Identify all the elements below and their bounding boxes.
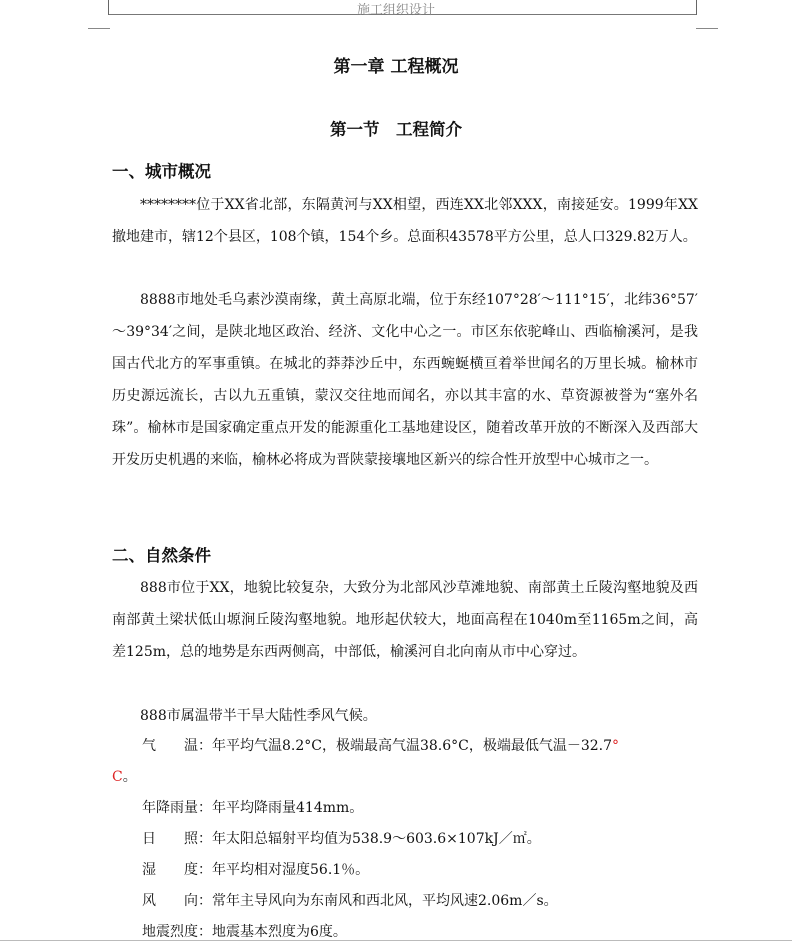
heading-natural-conditions: 二、自然条件	[112, 546, 211, 565]
temperature-unit-c: C	[112, 769, 123, 785]
sunshine-line: 日 照：年太阳总辐射平均值为538.9～603.6×107kJ／㎡。	[142, 831, 541, 847]
heading-city-overview: 一、城市概况	[112, 162, 211, 181]
temperature-text: 气 温：年平均气温8.2°C，极端最高气温38.6°C，极端最低气温－32.7	[142, 738, 613, 754]
rainfall-line: 年降雨量：年平均降雨量414mm。	[142, 800, 364, 816]
paragraph-climate: 888市属温带半干旱大陆性季风气候。	[140, 708, 377, 724]
page-bottom-edge	[0, 940, 792, 941]
wind-line: 风 向：常年主导风向为东南风和西北风，平均风速2.06m／s。	[142, 893, 558, 909]
temperature-line-wrap	[112, 761, 137, 793]
chapter-title: 第一章 工程概况	[333, 57, 459, 77]
header-corner-mark-left	[88, 28, 110, 29]
temperature-line	[142, 730, 619, 762]
earthquake-line: 地震烈度：地震基本烈度为6度。	[142, 924, 347, 940]
paragraph-city-intro: ********位于XX省北部，东隔黄河与XX相望，西连XX北邻XXX，南接延安。1999年XX撤地建市，辖12个县区，108个镇，154个乡。总面积43578平方公里，总人口329.82万人。	[112, 197, 698, 245]
humidity-line: 湿 度：年平均相对湿度56.1％。	[142, 862, 370, 878]
section-title: 第一节 工程简介	[330, 120, 462, 139]
header-text: 施工组织设计	[356, 3, 435, 18]
temperature-degree-symbol: °	[612, 738, 620, 754]
temperature-period: 。	[122, 769, 137, 785]
header-corner-mark-right	[696, 28, 718, 29]
paragraph-city-history: 8888市地处毛乌素沙漠南缘，黄土高原北端，位于东经107°28′～111°15′，北纬36°57′～39°34′之间，是陕北地区政治、经济、文化中心之一。市区东依驼峰山、西临榆溪河，是我国古代北方的军事重镇。在城北的莽莽沙丘中，东西蜿蜒横亘着举世闻名的万里长城。榆林市历史源远流长，古以九五重镇，蒙汉交往地而闻名，亦以其丰富的水、草资源被誉为“塞外名珠”。榆林市是国家确定重点开发的能源重化工基地建设区，随着改革开放的不断深入及西部大开发历史机遇的来临，榆林必将成为晋陕蒙接壤地区新兴的综合性开放型中心城市之一。	[112, 292, 698, 468]
paragraph-terrain: 888市位于XX，地貌比较复杂，大致分为北部风沙草滩地貌、南部黄土丘陵沟壑地貌及西南部黄土梁状低山塬涧丘陵沟壑地貌。地形起伏较大，地面高程在1040m至1165m之间，高差125m，总的地势是东西两侧高，中部低，榆溪河自北向南从市中心穿过。	[112, 580, 698, 660]
